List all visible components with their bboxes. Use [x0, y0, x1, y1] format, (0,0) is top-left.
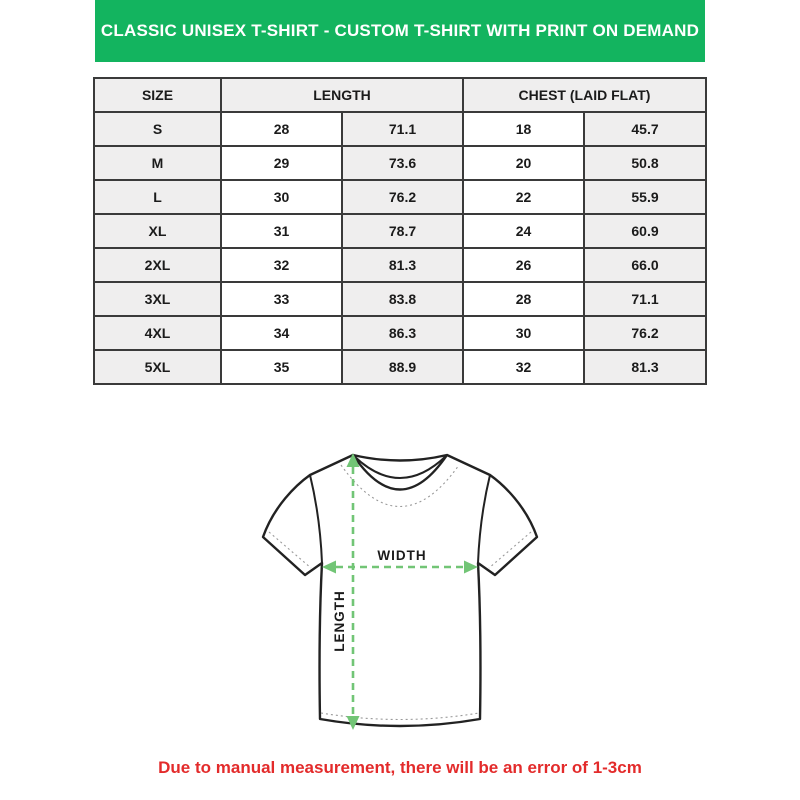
size-label-cell: S: [94, 112, 221, 146]
length-cm-cell: 81.3: [342, 248, 463, 282]
column-header-length: LENGTH: [221, 78, 463, 112]
table-row: [94, 214, 706, 248]
length-inches-cell: 30: [221, 180, 342, 214]
column-header-size: SIZE: [94, 78, 221, 112]
length-cm-cell: 88.9: [342, 350, 463, 384]
column-header-chest: CHEST (LAID FLAT): [463, 78, 706, 112]
chest-inches-cell: 32: [463, 350, 584, 384]
chest-inches-cell: 30: [463, 316, 584, 350]
length-inches-cell: 31: [221, 214, 342, 248]
chest-inches-cell: 26: [463, 248, 584, 282]
chest-cm-cell: 71.1: [584, 282, 706, 316]
size-label-cell: L: [94, 180, 221, 214]
chest-inches-cell: 24: [463, 214, 584, 248]
chest-inches-cell: 18: [463, 112, 584, 146]
width-label: WIDTH: [377, 548, 427, 563]
tshirt-measurement-diagram: [250, 436, 550, 748]
length-inches-cell: 35: [221, 350, 342, 384]
chest-cm-cell: 81.3: [584, 350, 706, 384]
size-label-cell: 4XL: [94, 316, 221, 350]
chest-inches-cell: 20: [463, 146, 584, 180]
table-row: [94, 112, 706, 146]
chest-cm-cell: 66.0: [584, 248, 706, 282]
size-label-cell: 3XL: [94, 282, 221, 316]
length-inches-cell: 34: [221, 316, 342, 350]
length-cm-cell: 78.7: [342, 214, 463, 248]
length-inches-cell: 32: [221, 248, 342, 282]
length-inches-cell: 28: [221, 112, 342, 146]
table-row: [94, 248, 706, 282]
length-cm-cell: 83.8: [342, 282, 463, 316]
measurement-error-note: Due to manual measurement, there will be an error of 1-3cm: [158, 758, 642, 777]
length-cm-cell: 71.1: [342, 112, 463, 146]
size-label-cell: 2XL: [94, 248, 221, 282]
size-label-cell: 5XL: [94, 350, 221, 384]
length-label: LENGTH: [332, 590, 347, 652]
chest-inches-cell: 22: [463, 180, 584, 214]
table-row: [94, 282, 706, 316]
size-label-cell: XL: [94, 214, 221, 248]
page-title: CLASSIC UNISEX T-SHIRT - CUSTOM T-SHIRT WITH PRINT ON DEMAND: [100, 21, 700, 40]
tshirt-outline: [263, 455, 537, 726]
chest-cm-cell: 76.2: [584, 316, 706, 350]
chest-cm-cell: 60.9: [584, 214, 706, 248]
length-cm-cell: 76.2: [342, 180, 463, 214]
length-cm-cell: 86.3: [342, 316, 463, 350]
table-row: [94, 316, 706, 350]
chest-inches-cell: 28: [463, 282, 584, 316]
table-row: [94, 350, 706, 384]
table-header-row: [94, 78, 706, 112]
table-row: [94, 180, 706, 214]
length-cm-cell: 73.6: [342, 146, 463, 180]
chest-cm-cell: 50.8: [584, 146, 706, 180]
size-chart-table: [93, 77, 707, 385]
length-inches-cell: 33: [221, 282, 342, 316]
title-banner: [95, 0, 705, 62]
table-row: [94, 146, 706, 180]
size-label-cell: M: [94, 146, 221, 180]
length-inches-cell: 29: [221, 146, 342, 180]
chest-cm-cell: 55.9: [584, 180, 706, 214]
chest-cm-cell: 45.7: [584, 112, 706, 146]
